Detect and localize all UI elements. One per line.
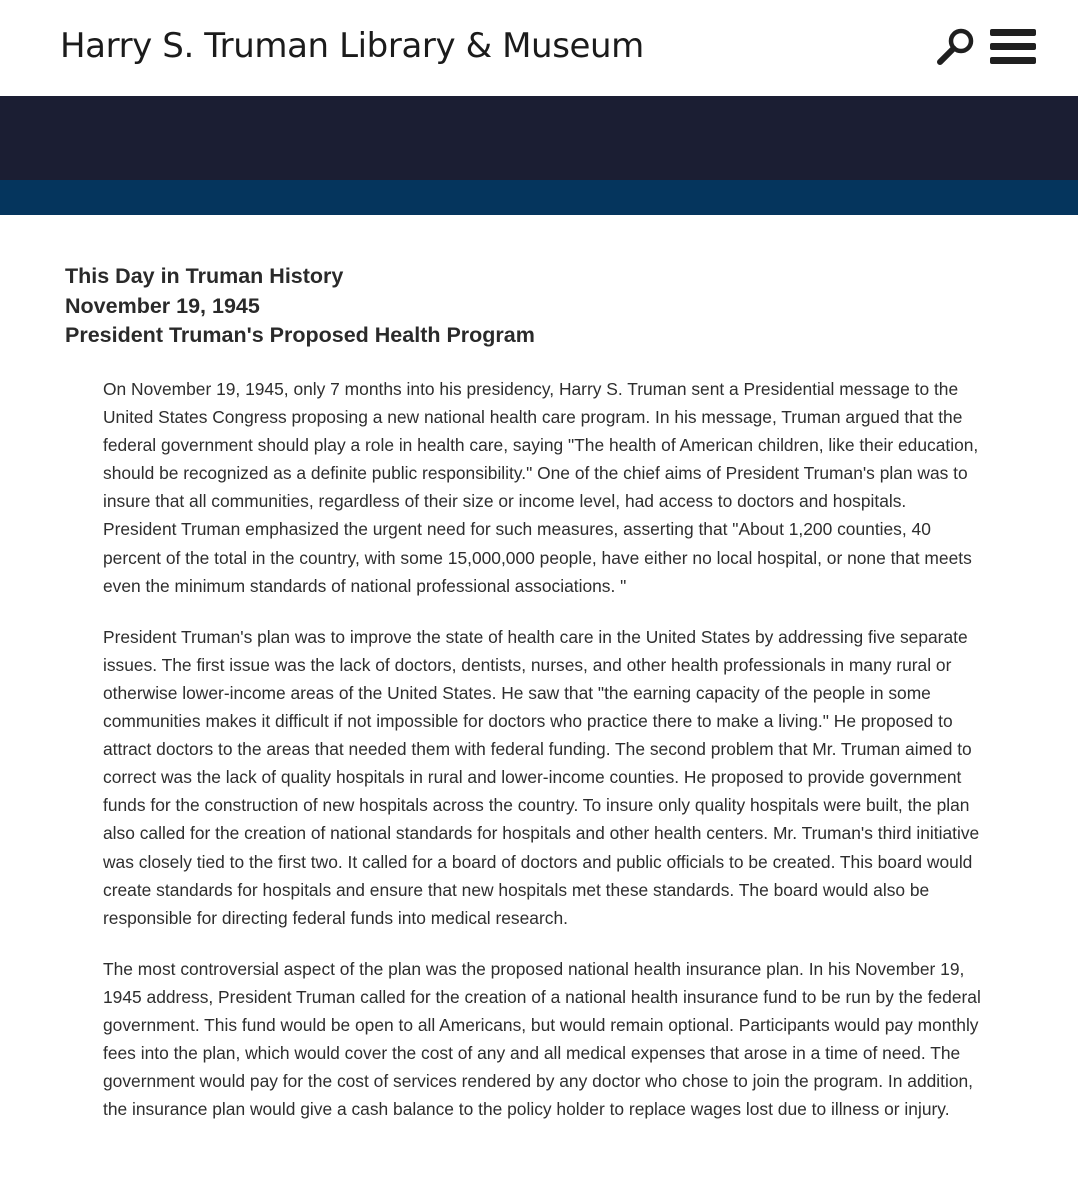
hero-band-dark xyxy=(0,96,1078,180)
hamburger-menu-icon xyxy=(990,43,1036,50)
search-button[interactable] xyxy=(934,26,978,70)
search-icon xyxy=(934,26,978,70)
paragraph-3: The most controversial aspect of the plan was the proposed national health insurance plan. In his November 19, 1945 address, President Truman called for the creation of a national health insurance fund to be run by the federal government. This fund would be open to all Americans, but would remain optional. Participants would pay monthly fees into the plan, which would cover the cost of any and all medical expenses that arose in a time of need. The government would pay for the cost of services rendered by any doctor who chose to join the program. In addition, the insurance plan would give a cash balance to the policy holder to replace wages lost due to illness or injury. xyxy=(103,958,981,1120)
article-heading xyxy=(65,262,965,351)
menu-button[interactable] xyxy=(990,28,1038,66)
hero-band-blue xyxy=(0,180,1078,215)
paragraph-2: President Truman's plan was to improve the state of health care in the United States by addressing five separate issues. The first issue was the lack of doctors, dentists, nurses, and other health professionals in many rural or otherwise lower-income areas of the United States. He saw that "the earning capacity of the people in some communities makes it difficult if not impossible for doctors who practice there to make a living." He proposed to attract doctors to the areas that needed them with federal funding. The second problem that Mr. Truman aimed to correct was the lack of quality hospitals in rural and lower-income counties. He proposed to provide government funds for the construction of new hospitals across the country. To insure only quality hospitals were built, the plan also called for the creation of national standards for hospitals and other health centers. Mr. Truman's third initiative was closely tied to the first two. It called for a board of doctors and public officials to be created. This board would create standards for hospitals and ensure that new hospitals met these standards. The board would also be responsible for directing federal funds into medical research. xyxy=(103,626,980,928)
site-header xyxy=(0,0,1078,96)
article-body xyxy=(103,375,981,1146)
heading-series-title: This Day in Truman History xyxy=(65,264,344,288)
hamburger-menu-icon xyxy=(990,29,1036,36)
hamburger-menu-icon xyxy=(990,57,1036,64)
paragraph-1: On November 19, 1945, only 7 months into his presidency, Harry S. Truman sent a Presidential message to the United States Congress proposing a new national health care program. In his message, Truman argued that the federal government should play a role in health care, saying "The health of American children, like their education, should be recognized as a definite public responsibility." One of the chief aims of President Truman's plan was to insure that all communities, regardless of their size or income level, had access to doctors and hospitals. President Truman emphasized the urgent need for such measures, asserting that "About 1,200 counties, 40 percent of the total in the country, with some 15,000,000 people, have either no local hospital, or none that meets even the minimum standards of national professional associations. " xyxy=(103,379,979,596)
heading-date: November 19, 1945 xyxy=(65,293,260,318)
site-title[interactable]: Harry S. Truman Library & Museum xyxy=(60,26,644,66)
heading-article-title: President Truman's Proposed Health Program xyxy=(65,323,535,347)
